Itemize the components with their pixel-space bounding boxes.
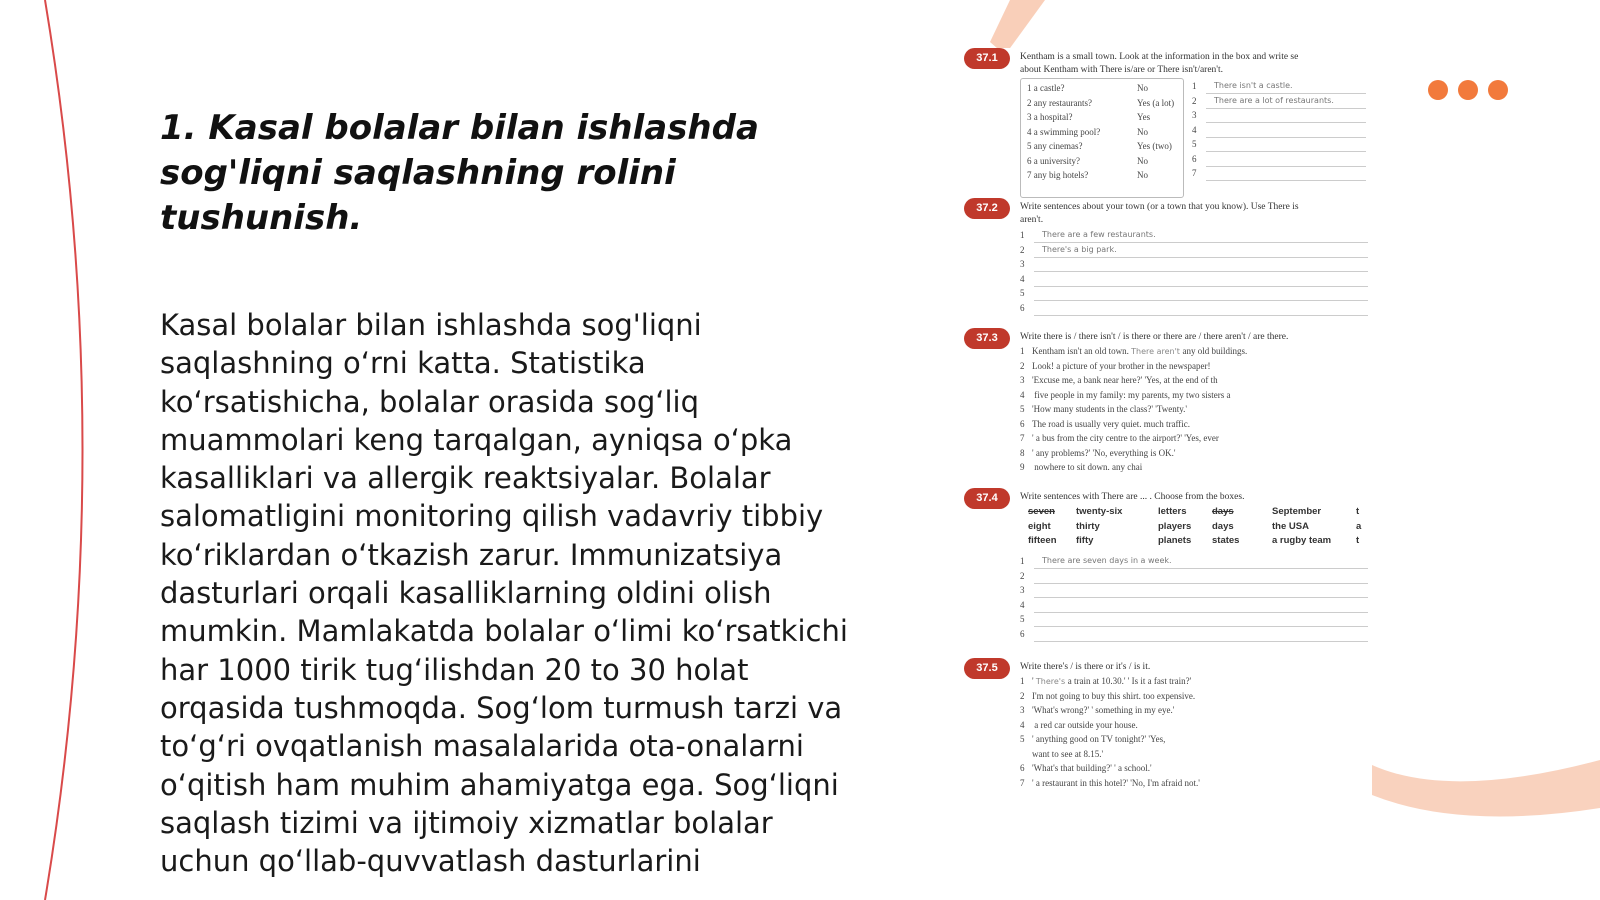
info-question: 2 any restaurants?	[1027, 97, 1092, 108]
word-option: seven	[1028, 506, 1055, 517]
sentence-text: too expensive.	[1143, 690, 1196, 701]
sentence-line	[1020, 763, 1370, 777]
info-answer: No	[1137, 155, 1148, 166]
sentence-text: I'm not going to buy this shirt.	[1032, 690, 1144, 701]
answer-line	[1192, 81, 1366, 94]
line-number: 3	[1020, 259, 1025, 269]
line-number: 1	[1020, 556, 1025, 566]
answer-line	[1020, 230, 1368, 243]
word-option: fifteen	[1028, 535, 1057, 546]
line-number: 2	[1020, 360, 1025, 371]
sentence-line	[1020, 346, 1370, 360]
line-number: 1	[1020, 230, 1025, 240]
line-number: 7	[1020, 777, 1025, 788]
sentence-text: want to see at 8.15.'	[1032, 748, 1104, 759]
info-question: 3 a hospital?	[1027, 112, 1073, 122]
sentence-line	[1020, 375, 1370, 389]
exercise-badge: 37.1	[964, 48, 1010, 69]
info-answer: Yes (a lot)	[1137, 97, 1175, 108]
info-box	[1020, 78, 1184, 198]
line-number: 2	[1020, 690, 1025, 701]
sentence-text: '	[1032, 777, 1036, 788]
word-option: a rugby team	[1272, 535, 1332, 546]
line-number: 2	[1192, 95, 1197, 106]
line-number: 4	[1020, 719, 1025, 730]
line-number: 5	[1020, 404, 1025, 414]
answer-line	[1020, 556, 1368, 569]
info-answer: No	[1137, 170, 1148, 180]
line-number: 7	[1192, 168, 1197, 178]
info-question: 1 a castle?	[1027, 83, 1065, 93]
line-number: 4	[1020, 599, 1025, 610]
sentence-text: a bank near here?' 'Yes, at the end of th	[1077, 375, 1218, 385]
answer-line	[1020, 599, 1368, 613]
sentence-text: 'How many students	[1032, 404, 1108, 414]
answer-line	[1192, 153, 1366, 167]
sentence-line	[1020, 778, 1370, 792]
sentence-text: a restaurant in this hotel?' 'No, I'm afraid not.'	[1035, 777, 1200, 788]
sentence-text: The road is usually very quiet.	[1032, 418, 1144, 429]
line-number: 9	[1020, 462, 1025, 472]
orange-dot	[1488, 80, 1508, 100]
line-number: 6	[1020, 763, 1025, 773]
word-option: eight	[1028, 520, 1051, 532]
word-option: fifty	[1076, 535, 1094, 546]
word-option: September	[1272, 506, 1322, 517]
sentence-text: in the class?' 'Twenty.'	[1107, 404, 1188, 414]
line-number: 1	[1192, 81, 1197, 91]
answer-line	[1192, 139, 1366, 152]
line-number: 5	[1020, 614, 1025, 624]
sentence-line	[1020, 419, 1370, 433]
sentence-line	[1020, 705, 1370, 719]
line-number: 3	[1020, 375, 1025, 385]
answer-line	[1020, 273, 1368, 287]
word-option: t	[1356, 506, 1360, 517]
handwritten-answer: There are a lot of restaurants.	[1214, 95, 1334, 105]
orange-dot	[1458, 80, 1478, 100]
exercise-instruction: about Kentham with There is/are or There isn't/aren't.	[1020, 65, 1224, 75]
word-option: the USA	[1272, 520, 1309, 532]
exercise-instruction: Write there's / is there or it's / is it.	[1020, 662, 1151, 672]
left-red-curve	[45, 0, 83, 900]
sentence-text: '	[1032, 734, 1036, 744]
sentence-text: any old buildings.	[1182, 346, 1248, 356]
line-number: 4	[1020, 273, 1025, 284]
line-number: 6	[1020, 418, 1025, 429]
line-number: 4	[1020, 389, 1025, 400]
line-number: 3	[1192, 110, 1197, 120]
sentence-text: five people in my family: my parents, my two sisters a	[1032, 389, 1231, 400]
exercise-badge: 37.5	[964, 658, 1010, 679]
sentence-text: anything good on TV tonight?' 'Yes,	[1035, 734, 1166, 744]
answer-line	[1192, 124, 1366, 138]
sentence-text: Look!	[1032, 360, 1057, 371]
line-number: 3	[1020, 585, 1025, 595]
word-option: t	[1356, 535, 1360, 546]
word-option: thirty	[1076, 520, 1100, 532]
handwritten-answer: There isn't a castle.	[1214, 81, 1293, 90]
dots-decoration	[1428, 80, 1508, 100]
line-number: 5	[1192, 139, 1197, 149]
word-option: days	[1212, 506, 1234, 517]
sentence-line	[1020, 734, 1370, 748]
word-option: players	[1158, 520, 1192, 532]
sentence-text: a picture of your brother in the newspaper!	[1056, 360, 1211, 371]
sentence-text: '	[1032, 676, 1036, 686]
sentence-text: 'What's wrong?' '	[1032, 705, 1096, 715]
word-option: letters	[1158, 506, 1187, 517]
exercise-instruction: Write sentences about your town (or a town that you know). Use There is	[1020, 202, 1299, 212]
info-question: 7 any big hotels?	[1027, 170, 1089, 180]
sentence-line	[1020, 749, 1370, 763]
sentence-text: a red car outside your house.	[1032, 719, 1138, 730]
word-option: days	[1212, 520, 1234, 532]
answer-line	[1192, 168, 1366, 181]
line-number: 5	[1020, 734, 1025, 744]
word-option: a	[1356, 520, 1362, 532]
sentence-text: 'Excuse me,	[1032, 375, 1078, 385]
line-number: 5	[1020, 288, 1025, 298]
info-answer: No	[1137, 83, 1148, 93]
sentence-line	[1020, 676, 1370, 690]
answer-line	[1020, 614, 1368, 627]
info-answer: Yes	[1137, 112, 1151, 122]
line-number: 7	[1020, 433, 1025, 443]
orange-dot	[1428, 80, 1448, 100]
info-answer: No	[1137, 126, 1148, 137]
slide-body-text: Kasal bolalar bilan ishlashda sog'liqni saqlashning o‘rni katta. Statistika ko‘rsatishicha, bolalar orasida sog‘liq muammolari keng tarqalgan, ayniqsa o‘pka kasalliklari va allergik reaktsiyalar. Bolalar salomatligini monitoring qilish vadavriy tibbiy ko‘riklardan o‘tkazish zarur. Immunizatsiya dasturlari orqali kasalliklarning oldini olish mumkin. Mamlakatda bolalar o‘limi ko‘rsatkichi har 1000 tirik tug‘ilishdan 20 to 30 holat orqasida tushmoqda. Sog‘lom turmush tarzi va to‘g‘ri ovqatlanish masalalarida ota-onalarni o‘qitish ham muhim ahamiyatga ega. Sog‘liqni saqlash tizimi va ijtimoiy xizmatlar bolalar uchun qo‘llab-quvvatlash dasturlarini	[160, 308, 848, 879]
answer-line	[1020, 585, 1368, 598]
info-question: 4 a swimming pool?	[1027, 126, 1101, 137]
sentence-text: something in my eye.'	[1095, 705, 1175, 715]
line-number: 3	[1020, 705, 1025, 715]
worksheet-image	[964, 48, 1372, 800]
exercise-instruction: Write sentences with There are ... . Choose from the boxes.	[1020, 492, 1245, 502]
line-number: 6	[1192, 153, 1197, 164]
exercise-instruction: Write there is / there isn't / is there or there are / there aren't / are there.	[1020, 332, 1289, 342]
answer-line	[1020, 259, 1368, 272]
bottom-right-orange-wave	[1372, 760, 1600, 816]
word-option: twenty-six	[1076, 506, 1123, 517]
handwritten-answer: There's	[1035, 677, 1068, 686]
sentence-text: Kentham isn't an old town.	[1032, 346, 1132, 356]
handwritten-answer: There's a big park.	[1042, 244, 1117, 254]
sentence-text: a train at 10.30.' ' Is it a fast train?'	[1067, 676, 1192, 686]
line-number: 6	[1020, 628, 1025, 639]
word-option: planets	[1158, 535, 1192, 546]
exercise-instruction: Kentham is a small town. Look at the information in the box and write se	[1020, 52, 1299, 62]
line-number: 1	[1020, 676, 1025, 686]
sentence-text: a school.'	[1117, 763, 1152, 773]
exercise-badge: 37.4	[964, 488, 1010, 509]
sentence-text: '	[1032, 433, 1036, 443]
line-number: 2	[1020, 244, 1025, 255]
sentence-line	[1020, 390, 1370, 404]
sentence-line	[1020, 361, 1370, 375]
sentence-line	[1020, 462, 1370, 476]
sentence-line	[1020, 448, 1370, 462]
sentence-text: any problems?' 'No, everything is OK.'	[1035, 447, 1176, 458]
line-number: 6	[1020, 302, 1025, 313]
answer-line	[1020, 570, 1368, 584]
answer-line	[1020, 628, 1368, 642]
answer-line	[1192, 110, 1366, 123]
word-option: states	[1212, 535, 1240, 546]
top-orange-stroke	[990, 0, 1045, 55]
sentence-line	[1020, 433, 1370, 447]
exercise-instruction: aren't.	[1020, 215, 1044, 225]
info-question: 5 any cinemas?	[1027, 141, 1083, 151]
sentence-text: a bus from the city centre to the airport?' 'Yes, ever	[1035, 433, 1219, 443]
info-answer: Yes (two)	[1137, 141, 1172, 151]
sentence-line	[1020, 404, 1370, 418]
line-number: 1	[1020, 346, 1025, 356]
handwritten-answer: There aren't	[1131, 347, 1183, 356]
answer-line	[1020, 302, 1368, 316]
handwritten-answer: There are a few restaurants.	[1042, 230, 1156, 239]
sentence-text: 'What's that building?' '	[1032, 763, 1118, 773]
handwritten-answer: There are seven days in a week.	[1042, 556, 1172, 565]
exercise-badge: 37.2	[964, 198, 1010, 219]
answer-line	[1192, 95, 1366, 109]
line-number: 8	[1020, 447, 1025, 458]
slide-title: 1. Kasal bolalar bilan ishlashda sog'liqni saqlashning rolini tushunish.	[160, 108, 759, 238]
info-question: 6 a university?	[1027, 155, 1080, 166]
answer-line	[1020, 244, 1368, 258]
line-number: 4	[1192, 124, 1197, 135]
exercise-badge: 37.3	[964, 328, 1010, 349]
sentence-line	[1020, 720, 1370, 734]
line-number: 2	[1020, 570, 1025, 581]
sentence-text: nowhere to sit down. any chai	[1032, 462, 1143, 472]
answer-line	[1020, 288, 1368, 301]
sentence-text: much traffic.	[1143, 418, 1191, 429]
sentence-text: '	[1032, 447, 1036, 458]
sentence-line	[1020, 691, 1370, 705]
